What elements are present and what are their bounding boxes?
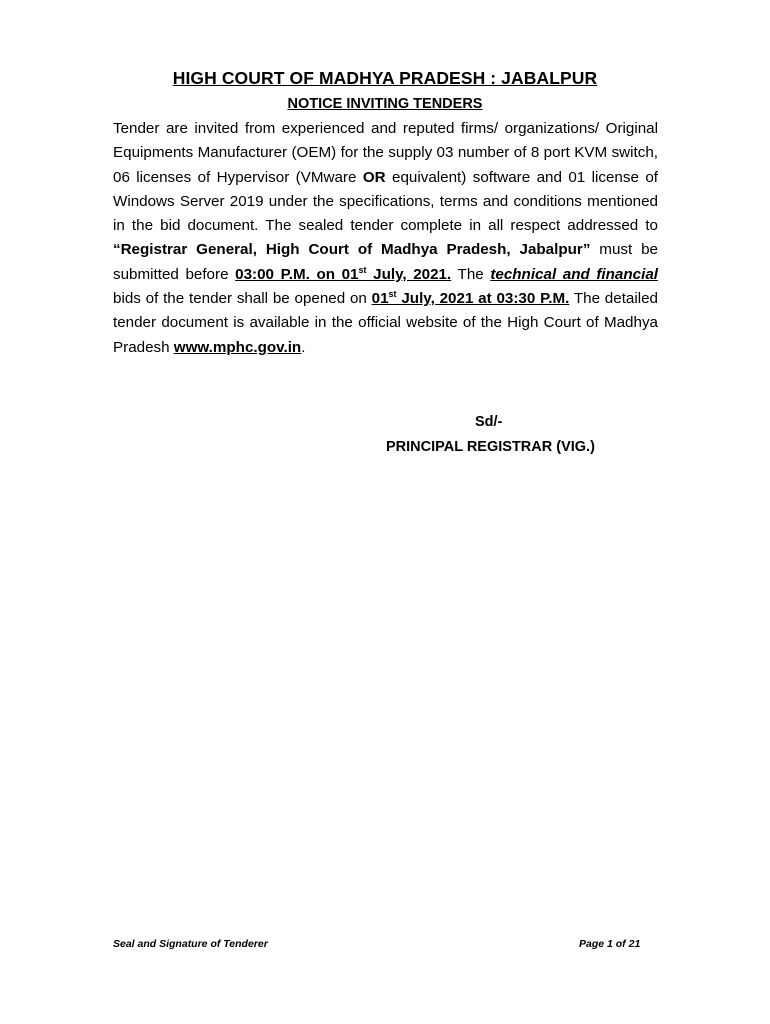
opening-superscript: st — [388, 289, 397, 300]
body-text-7: . — [301, 338, 306, 356]
body-text-6: The detailed tender document is available in the official website of the High Court of Madhya Pradesh — [113, 290, 658, 356]
bids-type: technical and financial — [490, 265, 658, 283]
opening-date — [372, 290, 570, 307]
deadline-part-a: 03:00 P.M. on 01 — [235, 265, 359, 283]
deadline-part-b: July, 2021. — [366, 265, 452, 283]
addressee: “Registrar General, High Court of Madhya Pradesh, Jabalpur” — [113, 241, 591, 259]
opening-part-a: 01 — [371, 290, 389, 308]
body-text-1: Tender are invited from experienced and reputed firms/ organizations/ Original Equipments Manufacturer (OEM) for the supply 03 number of 8 port KVM switch, 06 licenses of Hypervisor (VMware — [113, 120, 658, 186]
opening-part-b: July, 2021 at 03:30 P.M. — [396, 290, 570, 308]
footer-page-number: Page 1 of 21 — [579, 938, 641, 950]
website-link[interactable]: www.mphc.gov.in — [173, 338, 302, 356]
notice-body — [113, 117, 658, 360]
body-text-2: equivalent) software and 01 license of Windows Server 2019 under the specifications, terms and conditions mentioned in the bid document. The sealed tender complete in all respect addressed to — [113, 168, 658, 235]
notice-paragraph — [113, 117, 658, 360]
body-text-4: The — [451, 265, 491, 283]
body-text-5: bids of the tender shall be opened on — [113, 290, 372, 308]
or-emphasis: OR — [362, 168, 386, 186]
signed-mark: Sd/- — [475, 414, 503, 430]
deadline-superscript: st — [358, 264, 367, 275]
court-title: HIGH COURT OF MADHYA PRADESH : JABALPUR — [172, 68, 598, 88]
body-text-3: must be submitted before — [113, 241, 658, 283]
notice-title: NOTICE INVITING TENDERS — [287, 96, 483, 112]
signatory-title: PRINCIPAL REGISTRAR (VIG.) — [386, 439, 595, 455]
footer-seal-label: Seal and Signature of Tenderer — [113, 938, 268, 950]
submission-deadline — [235, 266, 451, 283]
